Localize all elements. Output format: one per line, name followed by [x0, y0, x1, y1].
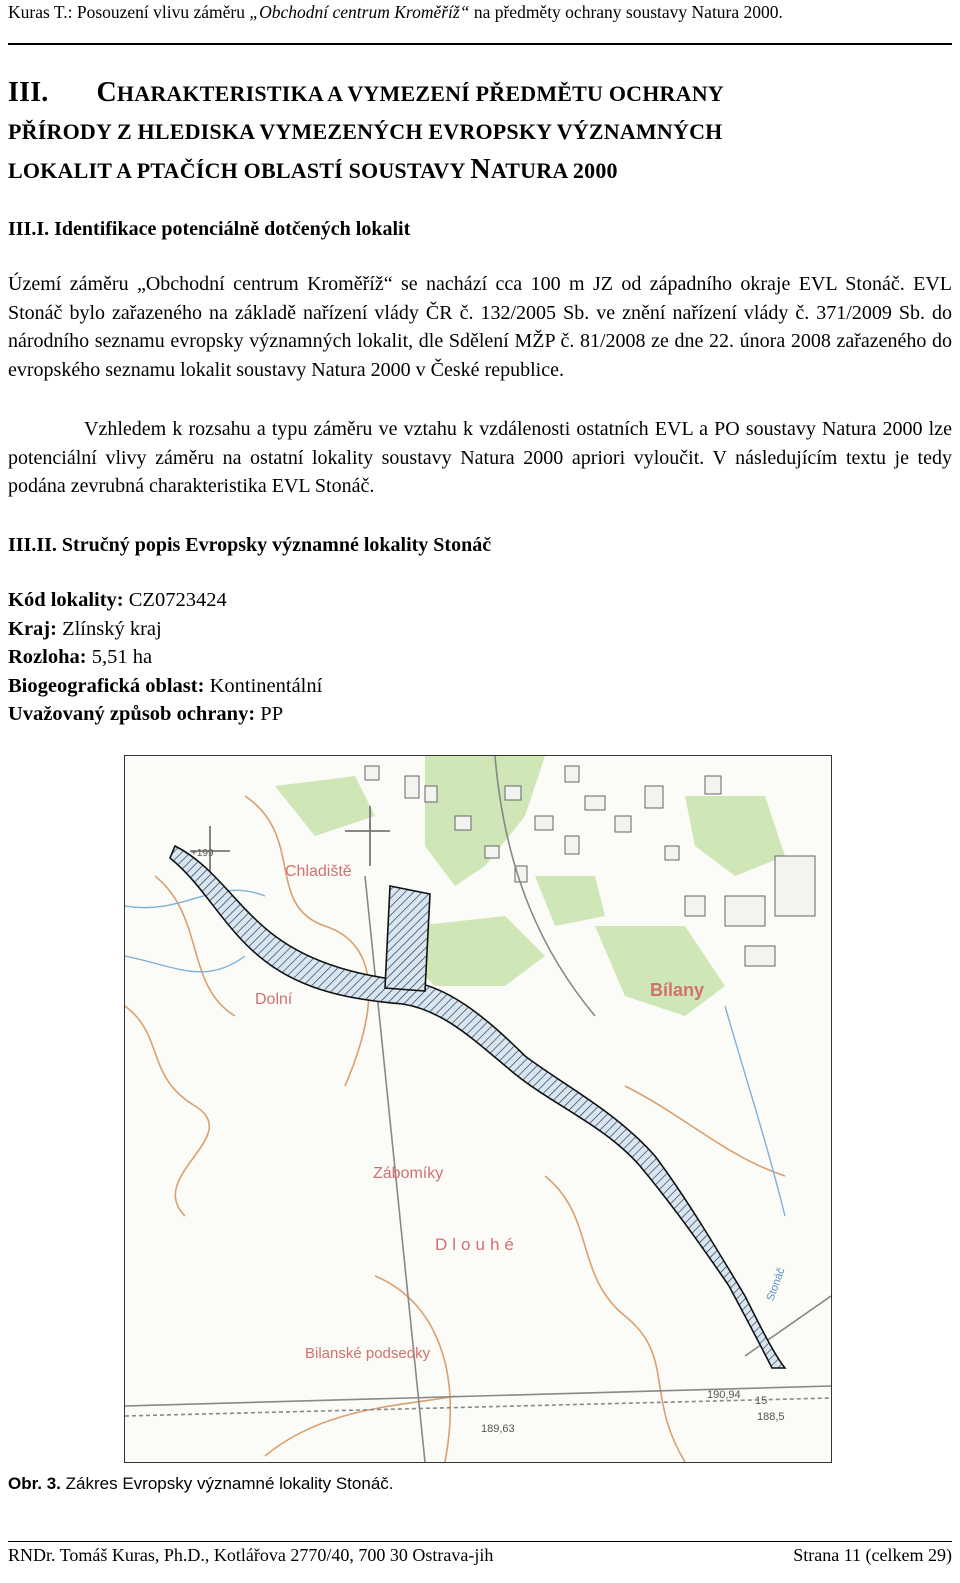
chapter-line-3-b: ATURA 2000 [490, 158, 618, 183]
chapter-line-1-rest: HARAKTERISTIKA A VYMEZENÍ PŘEDMĚTU OCHRANY [116, 81, 724, 106]
figure-caption [8, 1474, 394, 1494]
field-ochrana-value: PP [255, 703, 284, 725]
chapter-line-3 [8, 151, 952, 190]
map-label-h188: 188,5 [757, 1411, 785, 1423]
caption-text: Zákres Evropsky významné lokality Stonáč. [60, 1474, 394, 1493]
field-kraj-label: Kraj: [8, 617, 57, 640]
section-heading-popis: III.II. Stručný popis Evropsky významné lokality Stonáč [8, 534, 492, 556]
page-header [8, 0, 952, 23]
map-label-dolni: Dolní [255, 991, 293, 1008]
paragraph-vzhledem: Vzhledem k rozsahu a typu záměru ve vztahu k vzdálenosti ostatních EVL a PO soustavy Natura 2000 lze potenciální vlivy záměru na ostatní lokality soustavy Natura 2000 apriori vyloučit. V následujícím textu je tedy podána zevrubná charakteristika EVL Stonáč. [8, 418, 952, 497]
chapter-title [8, 74, 952, 190]
chapter-line-1 [8, 74, 952, 113]
map-label-zabomiky: Zábomíky [373, 1165, 444, 1182]
header-project: „Obchodní centrum Kroměříž“ [249, 2, 470, 22]
header-tail: na předměty ochrany soustavy Natura 2000. [469, 2, 783, 22]
evl-stonac-extension [385, 886, 430, 991]
field-kod-label: Kód lokality: [8, 589, 124, 611]
map-label-bilanske-podsedky: Bilanské podsedky [305, 1345, 431, 1362]
footer-rule [8, 1541, 952, 1542]
header-rule [8, 43, 952, 45]
map-label-h15: 15 [755, 1395, 768, 1407]
field-oblast-value: Kontinentální [204, 674, 323, 697]
chapter-line-2: PŘÍRODY Z HLEDISKA VYMEZENÝCH EVROPSKY VÝZNAMNÝCH [8, 119, 723, 144]
site-fields [8, 586, 322, 729]
field-kod-value: CZ0723424 [123, 589, 227, 611]
map-label-stonac: Stonáč [764, 1266, 788, 1303]
chapter-cap-n: N [470, 154, 491, 185]
site-map [124, 755, 832, 1463]
footer-address: RNDr. Tomáš Kuras, Ph.D., Kotlářova 2770/40, 700 30 Ostrava-jih [8, 1545, 494, 1565]
footer-page-number: Strana 11 (celkem 29) [793, 1545, 952, 1565]
map-label-h190: 190,94 [707, 1389, 741, 1401]
chapter-line-3-a: LOKALIT A PTAČÍCH OBLASTÍ SOUSTAVY [8, 158, 471, 183]
field-rozloha-value: 5,51 ha [86, 646, 153, 668]
chapter-cap-c: C [96, 77, 117, 108]
field-kod [8, 586, 322, 615]
field-kraj-value: Zlínský kraj [56, 617, 162, 640]
field-rozloha [8, 643, 322, 672]
field-oblast-label: Biogeografická oblast: [8, 674, 205, 697]
map-label-h189: 189,63 [481, 1423, 515, 1435]
chapter-line-1-text [97, 74, 953, 113]
paragraph-uzemi: Území záměru „Obchodní centrum Kroměříž“ se nachází cca 100 m JZ od západního okraje EVL Stonáč. EVL Stonáč bylo zařazeného na základě nařízení vlády ČR č. 132/2005 Sb. ve znění nařízení vlády č. 371/2009 Sb. do národního seznamu evropsky významných lokalit, dle Sdělení MŽP č. 81/2008 ze dne 22. února 2008 zařazeného do evropského seznamu lokalit soustavy Natura 2000 v České republice. [8, 273, 952, 381]
chapter-number: III. [8, 77, 49, 108]
field-oblast [8, 672, 322, 701]
field-ochrana-label: Uvažovaný způsob ochrany: [8, 703, 256, 725]
section-heading-identifikace: III.I. Identifikace potenciálně dotčených lokalit [8, 218, 411, 240]
field-kraj [8, 615, 322, 644]
map-svg [125, 756, 831, 1462]
map-label-bilany: Bílany [650, 980, 705, 1000]
field-rozloha-label: Rozloha: [8, 646, 87, 668]
header-author: Kuras T.: Posouzení vlivu záměru [8, 2, 250, 22]
page-footer [8, 1545, 952, 1566]
field-ochrana [8, 700, 322, 729]
map-label-chladiste: Chladiště [285, 863, 352, 880]
caption-label: Obr. 3. [8, 1474, 61, 1493]
map-label-dlouhe: Dlouhé [435, 1235, 519, 1254]
map-label-h199: +199 [191, 848, 214, 859]
